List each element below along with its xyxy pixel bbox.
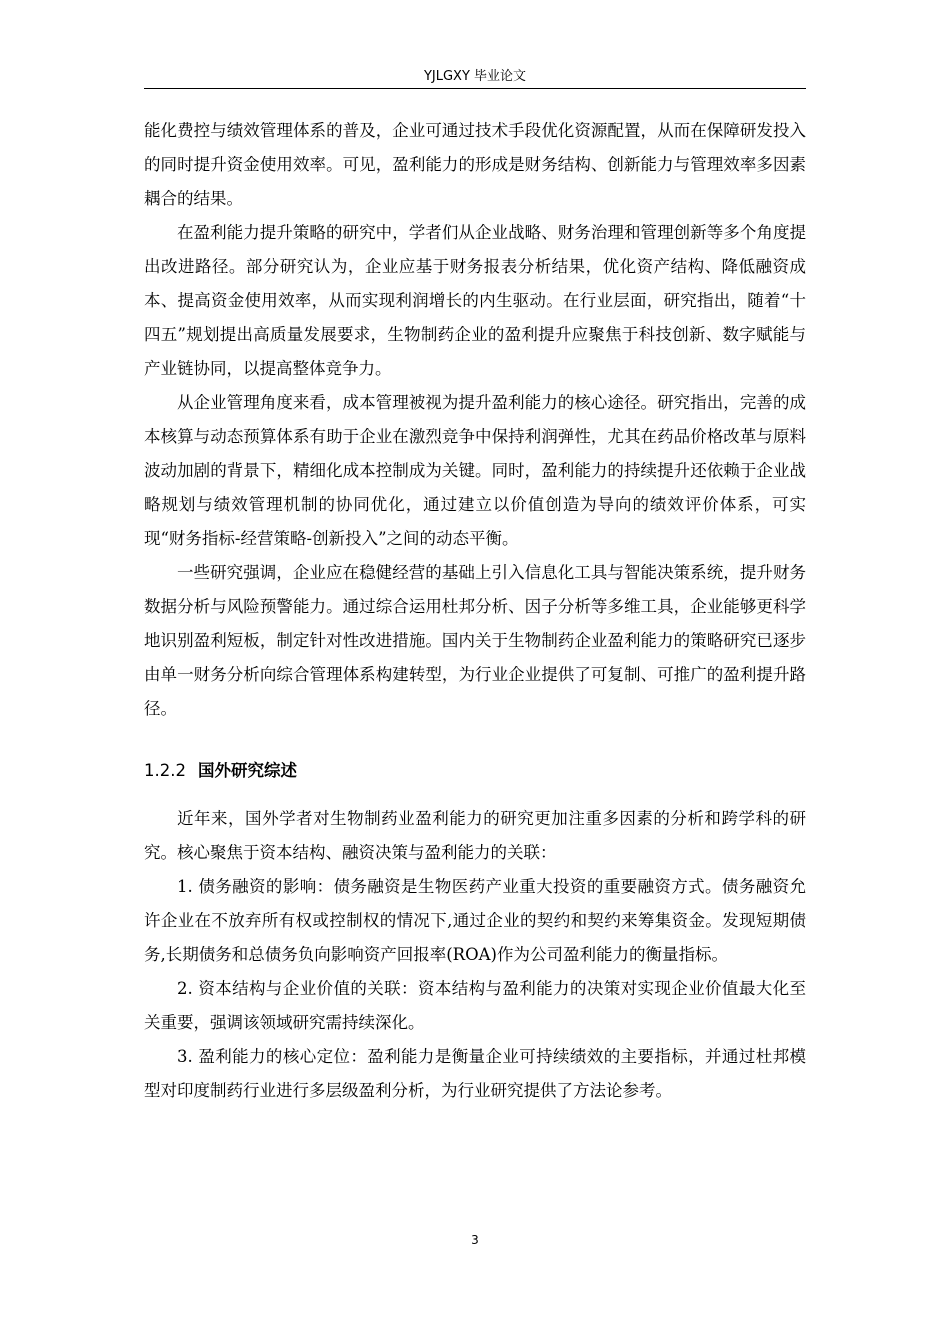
list-item-capital-structure: 2. 资本结构与企业价值的关联：资本结构与盈利能力的决策对实现企业价值最大化至关重要，强调该领域研究需持续深化。 [144,979,806,1032]
document-body [144,114,806,1108]
section-number: 1.2.2 [144,761,186,780]
paragraph-information-tools: 一些研究强调，企业应在稳健经营的基础上引入信息化工具与智能决策系统，提升财务数据分析与风险预警能力。通过综合运用杜邦分析、因子分析等多维工具，企业能够更科学地识别盈利短板，制定针对性改进措施。国内关于生物制药企业盈利能力的策略研究已逐步由单一财务分析向综合管理体系构建转型，为行业企业提供了可复制、可推广的盈利提升路径。 [144,563,806,718]
section-title: 国外研究综述 [197,761,297,780]
paragraph-foreign-intro: 近年来，国外学者对生物制药业盈利能力的研究更加注重多因素的分析和跨学科的研究。核心聚焦于资本结构、融资决策与盈利能力的关联： [144,809,806,862]
section-heading [144,754,806,788]
page-number: 3 [471,1233,479,1247]
paragraph-strategy-research: 在盈利能力提升策略的研究中，学者们从企业战略、财务治理和管理创新等多个角度提出改进路径。部分研究认为，企业应基于财务报表分析结果，优化资产结构、降低融资成本、提高资金使用效率，从而实现利润增长的内生驱动。在行业层面，研究指出，随着“十四五”规划提出高质量发展要求，生物制药企业的盈利提升应聚焦于科技创新、数字赋能与产业链协同，以提高整体竞争力。 [144,223,806,378]
list-item-debt-financing: 1. 债务融资的影响：债务融资是生物医药产业重大投资的重要融资方式。债务融资允许企业在不放弃所有权或控制权的情况下,通过企业的契约和契约来筹集资金。发现短期债务,长期债务和总债务负向影响资产回报率(ROA)作为公司盈利能力的衡量指标。 [144,877,806,964]
page-header: YJLGXY 毕业论文 [423,69,527,84]
paragraph-continued: 能化费控与绩效管理体系的普及，企业可通过技术手段优化资源配置，从而在保障研发投入的同时提升资金使用效率。可见，盈利能力的形成是财务结构、创新能力与管理效率多因素耦合的结果。 [144,121,806,208]
paragraph-cost-management: 从企业管理角度来看，成本管理被视为提升盈利能力的核心途径。研究指出，完善的成本核算与动态预算体系有助于企业在激烈竞争中保持利润弹性，尤其在药品价格改革与原料波动加剧的背景下，精细化成本控制成为关键。同时，盈利能力的持续提升还依赖于企业战略规划与绩效管理机制的协同优化，通过建立以价值创造为导向的绩效评价体系，可实现“财务指标-经营策略-创新投入”之间的动态平衡。 [144,393,806,548]
list-item-profitability-core: 3. 盈利能力的核心定位：盈利能力是衡量企业可持续绩效的主要指标，并通过杜邦模型对印度制药行业进行多层级盈利分析，为行业研究提供了方法论参考。 [144,1047,806,1100]
header-rule [144,88,806,89]
